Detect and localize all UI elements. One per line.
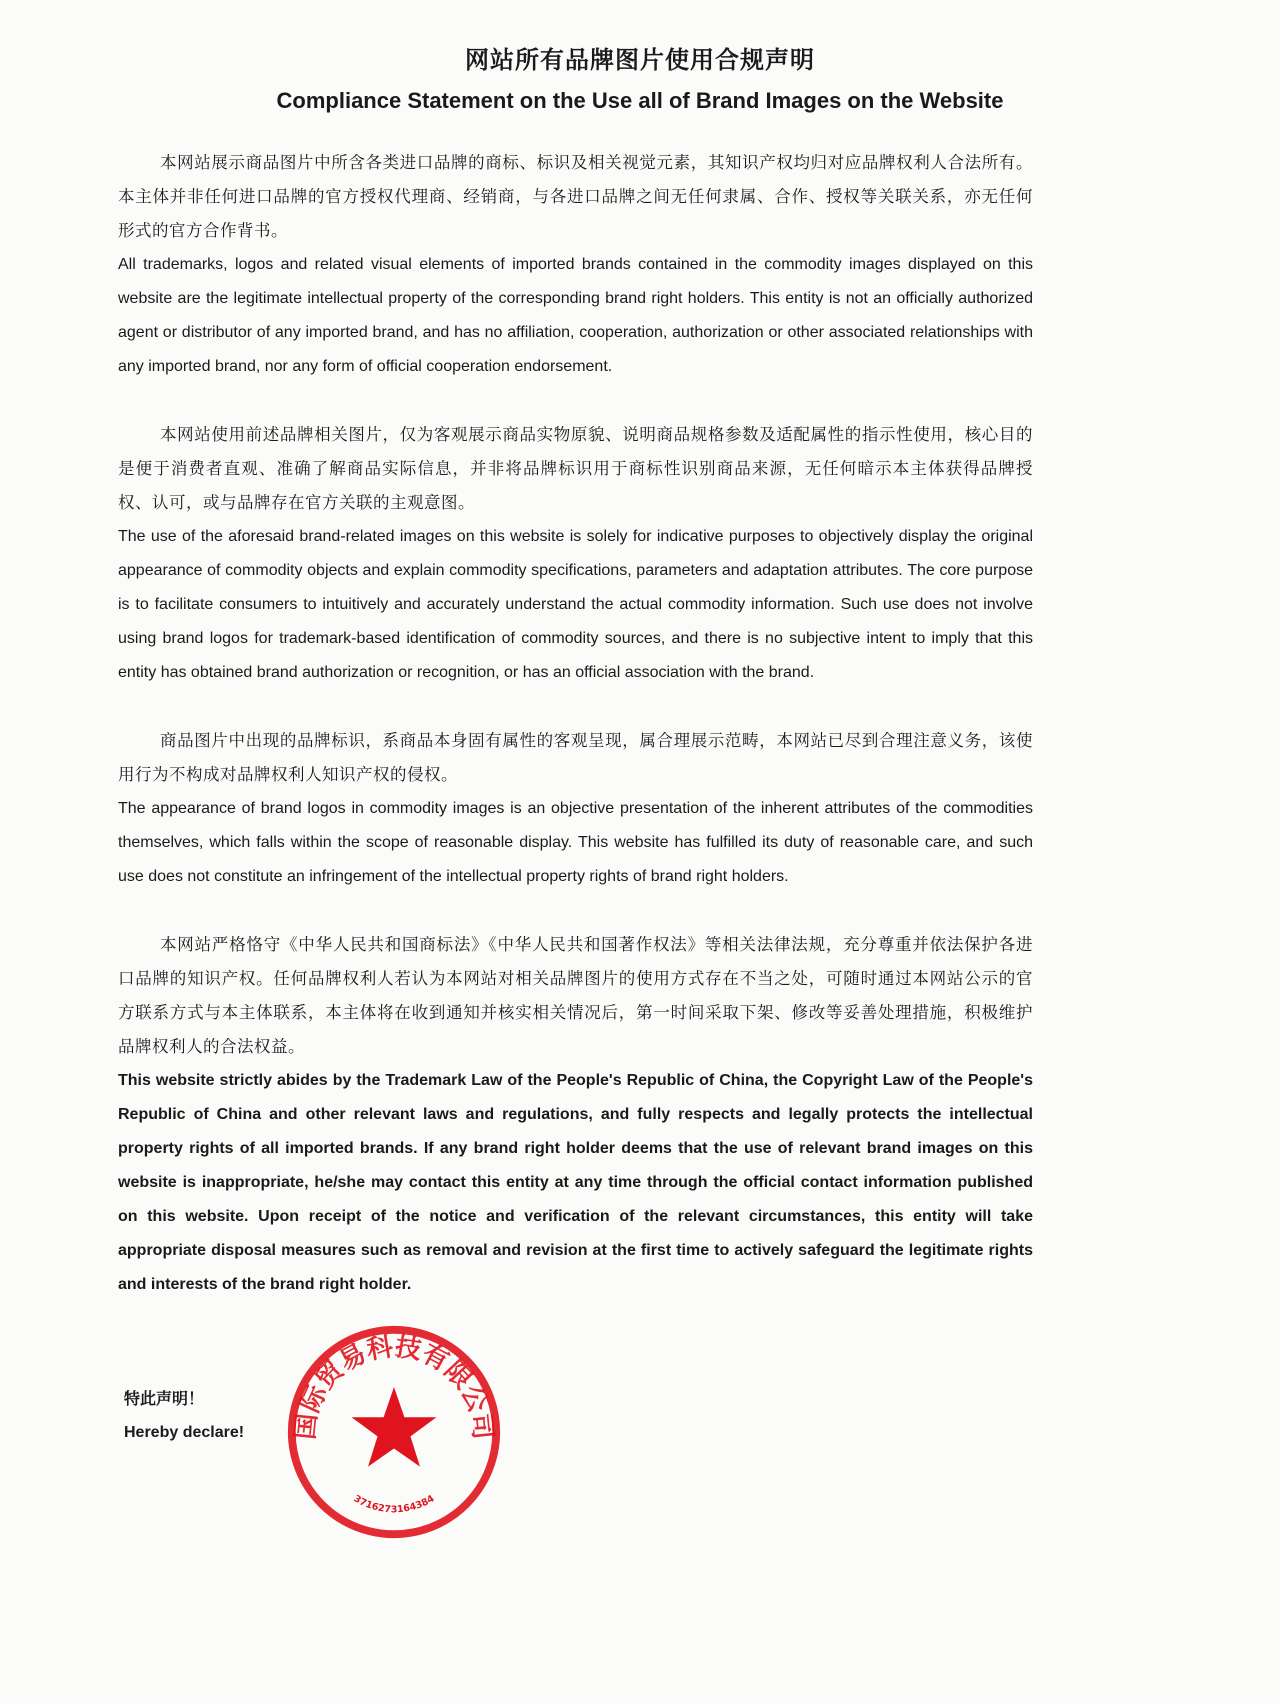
paragraph-4-chinese: 本网站严格恪守《中华人民共和国商标法》《中华人民共和国著作权法》等相关法律法规，充分尊重并依法保护各进口品牌的知识产权。任何品牌权利人若认为本网站对相关品牌图片的使用方式存在不当之处，可随时通过本网站公示的官方联系方式与本主体联系，本主体将在收到通知并核实相关情况后，第一时间采取下架、修改等妥善处理措施，积极维护品牌权利人的合法权益。	[118, 935, 1033, 1056]
paragraph-4-english: This website strictly abides by the Trademark Law of the People's Republic of China, the Copyright Law of the People's Republic of China and other relevant laws and regulations, and fully respects and legally protects the intellectual property rights of all imported brands. If any brand right holder deems that the use of relevant brand images on this website is inappropriate, he/she may contact this entity at any time through the official contact information published on this website. Upon receipt of the notice and verification of the relevant circumstances, this entity will take appropriate disposal measures such as removal and revision at the first time to actively safeguard the legitimate rights and interests of the brand right holder.	[118, 1072, 1033, 1293]
closing-english: Hereby declare!	[124, 1424, 245, 1441]
stamp-number: 3716273164384	[351, 1493, 437, 1516]
paragraph-1-english: All trademarks, logos and related visual elements of imported brands contained in the commodity images displayed on this website are the legitimate intellectual property of the corresponding brand right holders. This entity is not an officially authorized agent or distributor of any imported brand, and has no affiliation, cooperation, authorization or other associated relationships with any imported brand, nor any form of official cooperation endorsement.	[118, 256, 1033, 375]
closing-chinese: 特此声明！	[124, 1389, 205, 1408]
closing-section	[118, 1322, 1033, 1542]
company-seal-stamp	[284, 1322, 504, 1542]
title-english: Compliance Statement on the Use all of Brand Images on the Website	[276, 88, 1004, 113]
paragraph-3	[118, 724, 1033, 894]
paragraph-2	[118, 418, 1033, 690]
star-icon	[352, 1387, 437, 1467]
paragraph-1-chinese: 本网站展示商品图片中所含各类进口品牌的商标、标识及相关视觉元素，其知识产权均归对应品牌权利人合法所有。本主体并非任何进口品牌的官方授权代理商、经销商，与各进口品牌之间无任何隶属、合作、授权等关联关系，亦无任何形式的官方合作背书。	[118, 153, 1033, 240]
paragraph-2-english: The use of the aforesaid brand-related images on this website is solely for indicative purposes to objectively display the original appearance of commodity objects and explain commodity specifications, parameters and adaptation attributes. The core purpose is to facilitate consumers to intuitively and accurately understand the actual commodity information. Such use does not involve using brand logos for trademark-based identification of commodity sources, and there is no subjective intent to imply that this entity has obtained brand authorization or recognition, or has an official association with the brand.	[118, 528, 1033, 681]
stamp-text: 国际贸易科技有限公司	[290, 1331, 498, 1441]
svg-text:3716273164384	[352, 1493, 437, 1515]
paragraph-2-chinese: 本网站使用前述品牌相关图片，仅为客观展示商品实物原貌、说明商品规格参数及适配属性的指示性使用，核心目的是便于消费者直观、准确了解商品实际信息，并非将品牌标识用于商标性识别商品来源，无任何暗示本主体获得品牌授权、认可，或与品牌存在官方关联的主观意图。	[118, 425, 1033, 512]
title-chinese: 网站所有品牌图片使用合规声明	[465, 45, 815, 74]
document-body	[118, 146, 1033, 1542]
closing-text	[118, 1322, 244, 1450]
paragraph-3-chinese: 商品图片中出现的品牌标识，系商品本身固有属性的客观呈现，属合理展示范畴，本网站已尽到合理注意义务，该使用行为不构成对品牌权利人知识产权的侵权。	[118, 731, 1033, 784]
paragraph-4	[118, 928, 1033, 1302]
paragraph-1	[118, 146, 1033, 384]
paragraph-3-english: The appearance of brand logos in commodity images is an objective presentation of the inherent attributes of the commodities themselves, which falls within the scope of reasonable display. This website has fulfilled its duty of reasonable care, and such use does not constitute an infringement of the intellectual property rights of brand right holders.	[118, 800, 1033, 885]
